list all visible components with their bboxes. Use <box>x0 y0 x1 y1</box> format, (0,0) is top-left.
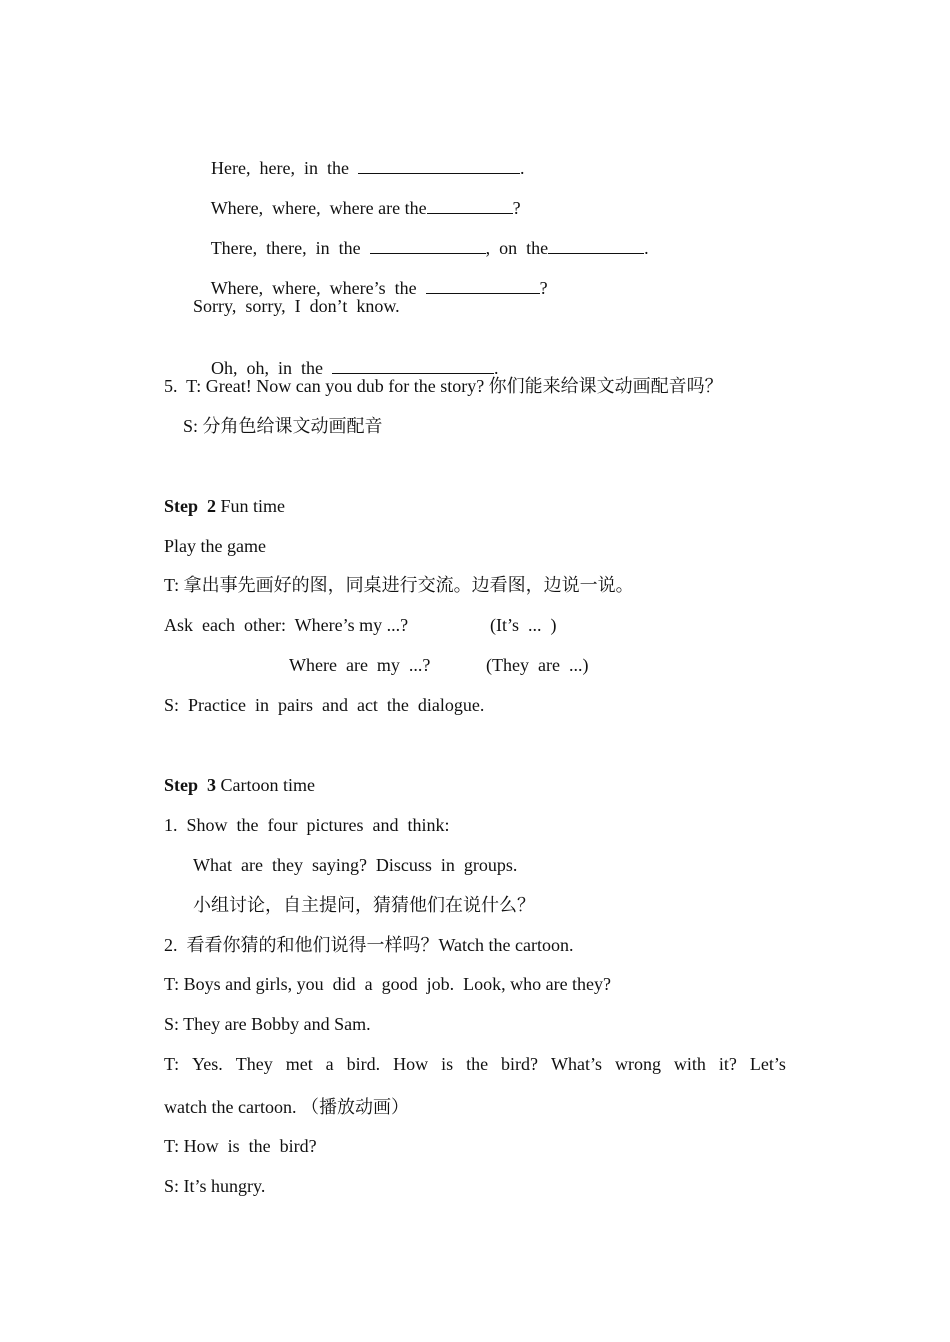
step-2-answer-2: (They are ...) <box>486 655 589 675</box>
word: is <box>441 1054 454 1074</box>
blank-1 <box>358 157 520 174</box>
blank-6 <box>332 357 494 374</box>
song-line-2-text: Where, where, where are the <box>210 198 427 218</box>
word: it? <box>718 1054 737 1074</box>
step-3-student-3: S: It’s hungry. <box>164 1176 266 1196</box>
word: T: <box>164 1054 180 1074</box>
song-line-3-mid: , on the <box>485 238 549 258</box>
word: the <box>466 1054 489 1074</box>
step-3-heading <box>164 774 315 796</box>
blank-5 <box>426 277 540 294</box>
step-3-teacher-2 <box>164 1053 786 1075</box>
song-line-2-end: ? <box>512 198 521 218</box>
step-3-item-2: 2. 看看你猜的和他们说得一样吗？Watch the cartoon. <box>164 935 574 955</box>
song-line-6-end: . <box>494 358 499 378</box>
item-5-teacher: 5. T: Great! Now can you dub for the story? 你们能来给课文动画配音吗？ <box>164 376 723 396</box>
song-line-1-end: . <box>519 158 525 178</box>
step-3-student-1: S: They are Bobby and Sam. <box>164 1014 371 1034</box>
word: What’s <box>550 1054 602 1074</box>
step-3-title: Cartoon time <box>216 775 315 795</box>
step-2-heading <box>164 495 285 517</box>
blank-3 <box>370 237 486 254</box>
word: Let’s <box>749 1054 786 1074</box>
word: bird. <box>346 1054 381 1074</box>
step-3-label: Step 3 <box>164 775 217 795</box>
word: wrong <box>614 1054 661 1074</box>
song-line-3-end: . <box>644 238 649 258</box>
step-3-item-1: 1. Show the four pictures and think: <box>164 815 450 835</box>
step-3-teacher-1: T: Boys and girls, you did a good job. Look, who are they? <box>164 974 612 994</box>
step-2-answer-1: (It’s ... ) <box>490 615 557 635</box>
step-2-student: S: Practice in pairs and act the dialogue. <box>164 695 485 715</box>
step-2-title: Fun time <box>216 496 286 516</box>
word: with <box>673 1054 706 1074</box>
blank-4 <box>548 237 644 254</box>
word: a <box>325 1054 334 1074</box>
step-3-item-1-question: What are they saying? Discuss in groups. <box>193 855 518 875</box>
song-line-5: Sorry, sorry, I don’t know. <box>193 296 400 316</box>
word: Yes. <box>192 1054 223 1074</box>
song-line-6-text: Oh, oh, in the <box>211 358 332 378</box>
song-line-3-text: There, there, in the <box>210 238 370 258</box>
step-3-teacher-2-cont: watch the cartoon. （播放动画） <box>164 1097 409 1117</box>
word: How <box>393 1054 429 1074</box>
step-2-play: Play the game <box>164 536 266 556</box>
song-line-4-text: Where, where, where’s the <box>210 278 426 298</box>
blank-2 <box>427 197 513 214</box>
word: bird? <box>501 1054 539 1074</box>
step-2-label: Step 2 <box>164 496 217 516</box>
item-5-student: S: 分角色给课文动画配音 <box>183 416 383 436</box>
word: met <box>285 1054 313 1074</box>
step-2-ask-1: Ask each other: Where’s my ...? <box>164 615 409 635</box>
step-3-teacher-3: T: How is the bird? <box>164 1136 317 1156</box>
step-2-teacher: T: 拿出事先画好的图，同桌进行交流。边看图，边说一说。 <box>164 575 634 595</box>
song-line-1-text: Here, here, in the <box>211 158 358 178</box>
step-2-ask-2: Where are my ...? <box>289 655 431 675</box>
step-3-item-1-chinese: 小组讨论，自主提问，猜猜他们在说什么？ <box>193 895 535 915</box>
word: They <box>235 1054 273 1074</box>
song-line-4-end: ? <box>539 278 548 298</box>
